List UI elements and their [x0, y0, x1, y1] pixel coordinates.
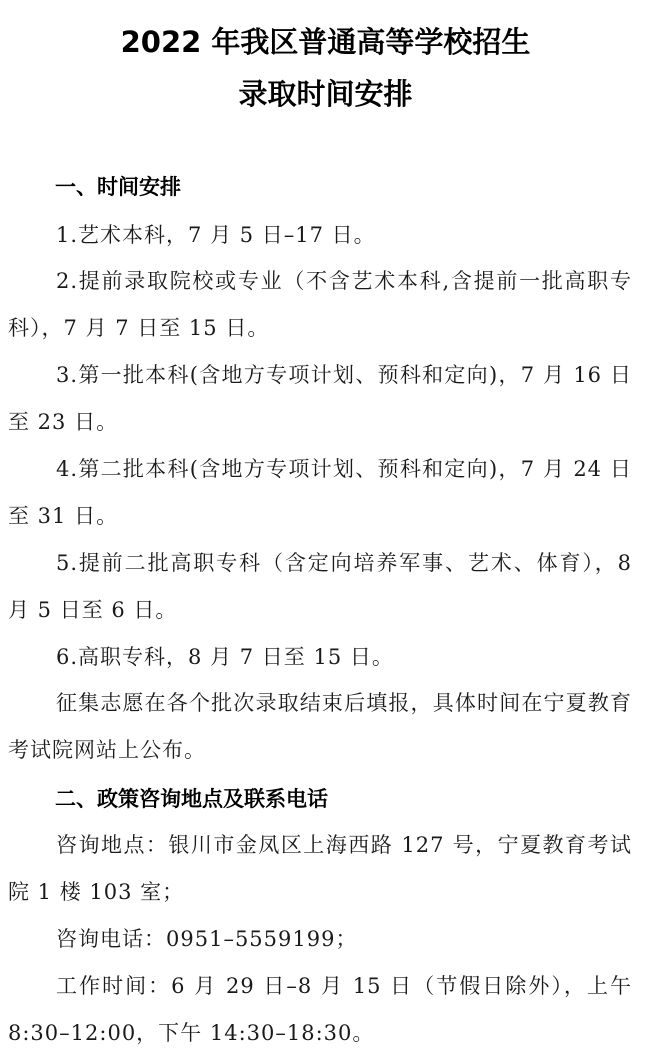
- paragraph-art-undergraduate: 1.艺术本科，7 月 5 日–17 日。: [56, 223, 376, 247]
- paragraph-early-admission: 2.提前录取院校或专业（不含艺术本科,含提前一批高职专科），7 月 7 日至 15 日。: [8, 269, 632, 340]
- paragraph-vocational: 6.高职专科，8 月 7 日至 15 日。: [56, 645, 394, 669]
- document-title-line-2: 录取时间安排: [238, 77, 413, 111]
- document-title-line-1: 2022 年我区普通高等学校招生: [120, 25, 531, 59]
- paragraph-early-second-batch-vocational: 5.提前二批高职专科（含定向培养军事、艺术、体育），8 月 5 日至 6 日。: [8, 551, 632, 622]
- paragraph-supplementary-applications: 征集志愿在各个批次录取结束后填报，具体时间在宁夏教育考试院网站上公布。: [8, 691, 632, 762]
- paragraph-consultation-phone: 咨询电话：0951–5559199；: [56, 927, 358, 951]
- paragraph-consultation-address: 咨询地点：银川市金凤区上海西路 127 号，宁夏教育考试院 1 楼 103 室；: [8, 833, 632, 904]
- paragraph-second-batch: 4.第二批本科(含地方专项计划、预科和定向)，7 月 24 日至 31 日。: [8, 457, 632, 528]
- paragraph-working-hours: 工作时间：6 月 29 日–8 月 15 日（节假日除外），上午 8:30–12:00，下午 14:30–18:30。: [8, 974, 632, 1045]
- section-heading-schedule: 一、时间安排: [55, 175, 181, 199]
- section-heading-consultation: 二、政策咨询地点及联系电话: [55, 787, 328, 811]
- paragraph-first-batch: 3.第一批本科(含地方专项计划、预科和定向)，7 月 16 日至 23 日。: [8, 363, 632, 434]
